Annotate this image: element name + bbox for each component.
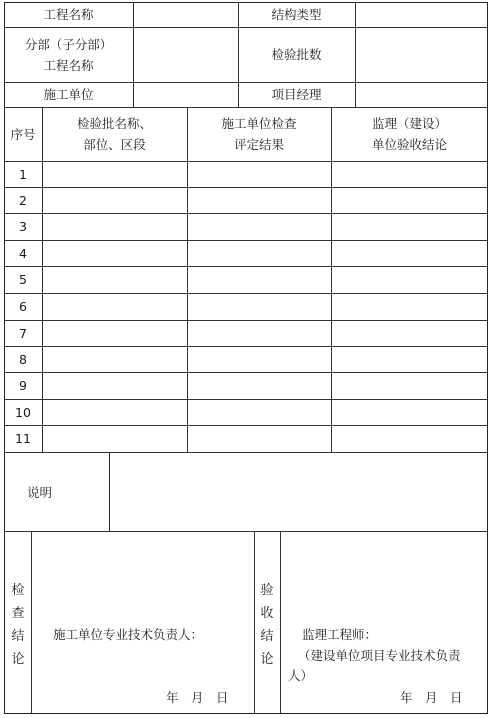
row-number: 5: [19, 272, 27, 287]
col-check-header-line2: 评定结果: [233, 137, 284, 152]
col-check-header-line1: 施工单位检查: [221, 116, 297, 131]
rule: [4, 531, 488, 532]
col-supervise-header-line1: 监理（建设）: [371, 116, 447, 131]
rule: [133, 2, 134, 107]
supervising-engineer-label: 监理工程师：: [302, 627, 378, 642]
rule: [4, 425, 488, 426]
rule: [4, 27, 488, 28]
row-number: 8: [19, 352, 27, 367]
rule: [4, 187, 488, 188]
rule: [4, 399, 488, 400]
construction-tech-lead-label: 施工单位专业技术负责人：: [53, 627, 204, 642]
rule: [42, 107, 43, 452]
rule: [4, 293, 488, 294]
supervising-date: 年 月 日: [400, 690, 463, 705]
row-number: 9: [19, 378, 27, 393]
rule: [4, 240, 488, 241]
row-number: 2: [19, 193, 27, 208]
construction-unit-label: 施工单位: [43, 87, 94, 102]
col-batch-header-line2: 部位、区段: [83, 137, 146, 152]
rule: [280, 531, 281, 714]
col-seq-header: 序号: [10, 127, 36, 142]
rule: [31, 531, 32, 714]
rule: [187, 107, 188, 452]
row-number: 3: [19, 219, 27, 234]
rule: [109, 452, 110, 531]
project-manager-label: 项目经理: [271, 87, 322, 102]
rule: [4, 161, 488, 162]
rule: [331, 107, 332, 452]
rule: [4, 320, 488, 321]
row-number: 6: [19, 299, 27, 314]
rule: [4, 107, 488, 108]
rule: [4, 266, 488, 267]
row-number: 7: [19, 326, 27, 341]
rule: [4, 372, 488, 373]
row-number: 4: [19, 246, 27, 261]
check-conclusion-label: 检查结论: [11, 583, 25, 667]
rule: [4, 452, 488, 453]
owner-tech-lead-line2: 人）: [288, 668, 314, 683]
owner-tech-lead-line1: （建设单位项目专业技术负责: [298, 648, 461, 663]
structure-type-label: 结构类型: [271, 7, 322, 22]
row-number: 1: [19, 167, 27, 182]
rule: [254, 531, 255, 714]
rule: [4, 346, 488, 347]
sub-project-label-line1: 分部（子分部）: [24, 37, 113, 52]
construction-date: 年 月 日: [166, 690, 229, 705]
rule: [4, 82, 488, 83]
row-number: 10: [15, 405, 31, 420]
col-batch-header-line1: 检验批名称、: [76, 116, 152, 131]
row-number: 11: [15, 431, 31, 446]
project-name-label: 工程名称: [43, 7, 94, 22]
sub-project-label-line2: 工程名称: [43, 58, 94, 73]
rule: [4, 213, 488, 214]
remarks-label: 说明: [27, 485, 53, 500]
acceptance-form: [4, 2, 488, 714]
col-supervise-header-line2: 单位验收结论: [371, 137, 447, 152]
acceptance-conclusion-label: 验收结论: [260, 583, 274, 667]
rule: [355, 2, 356, 107]
batch-count-label: 检验批数: [271, 47, 322, 62]
